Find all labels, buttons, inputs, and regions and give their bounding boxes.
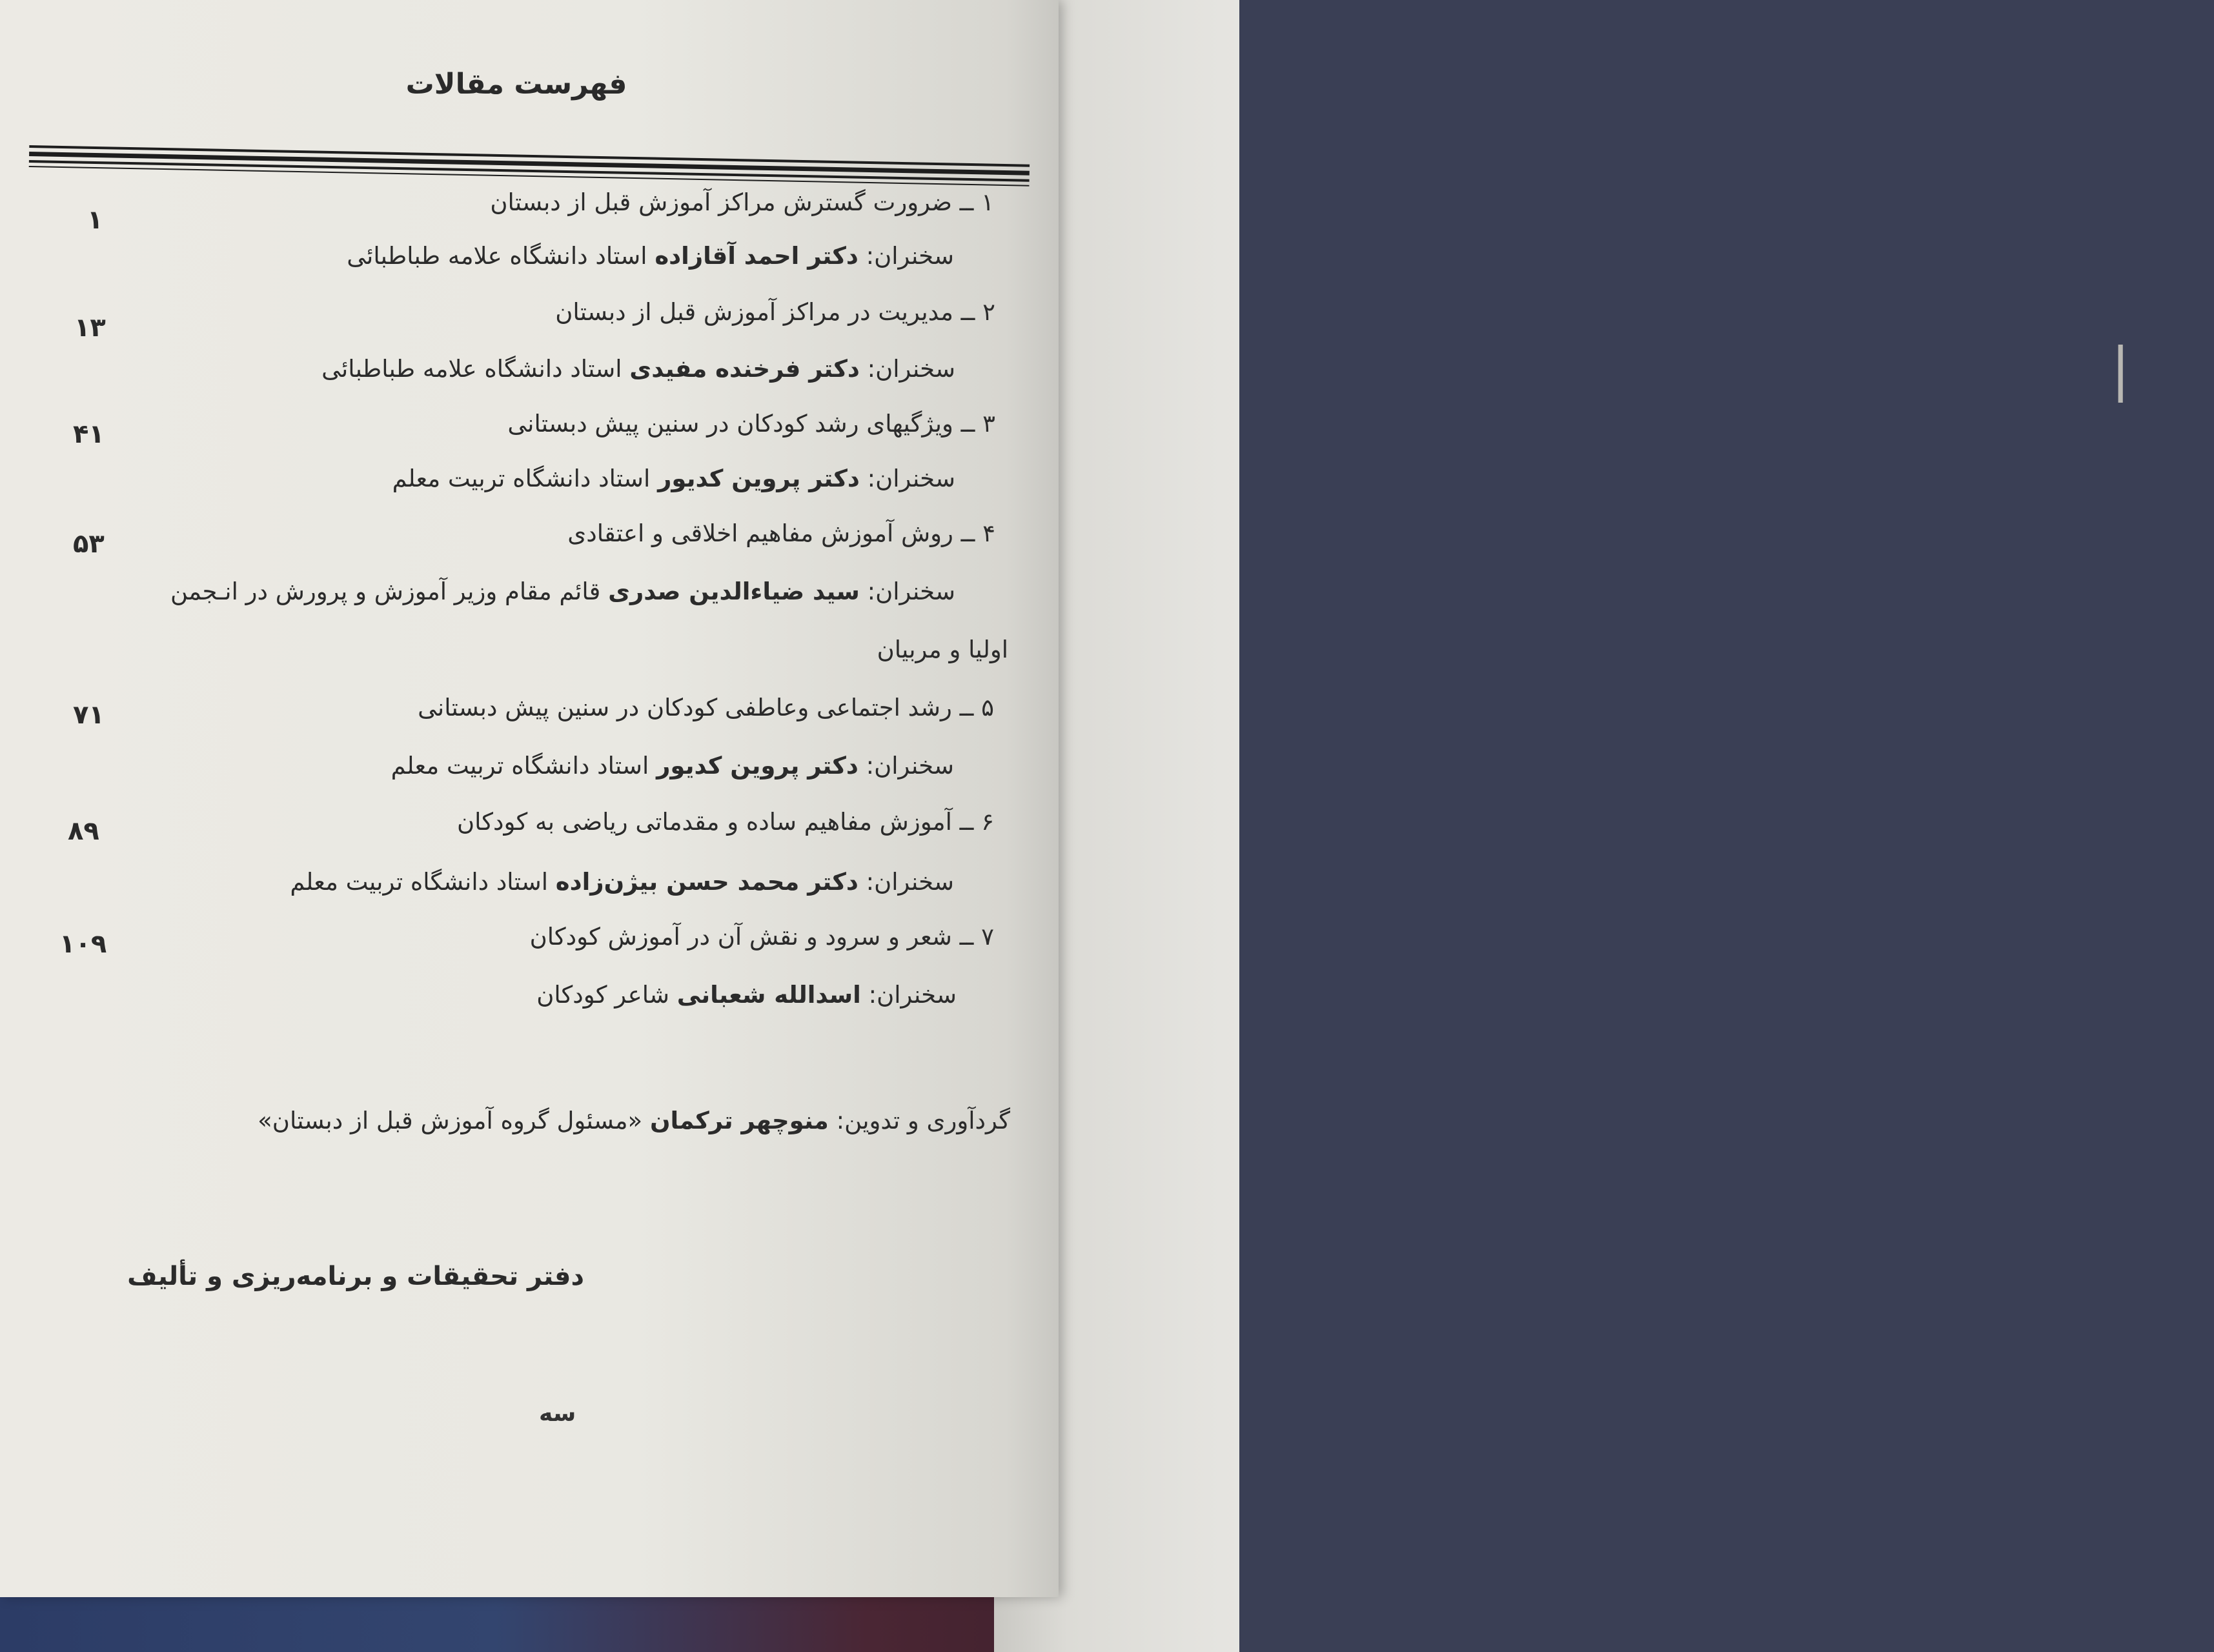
toc-page-number: ۱۰۹ <box>59 929 107 959</box>
book-page <box>0 0 1059 1597</box>
speaker-name: دکتر پروین کدیور <box>656 752 858 780</box>
toc-page-number: ۷۱ <box>73 700 105 730</box>
publisher-office: دفتر تحقیقات و برنامه‌ریزی و تألیف <box>127 1262 584 1291</box>
toc-entry-speaker <box>536 981 957 1009</box>
toc-entry-title: ۶ ــ آموزش مفاهیم ساده و مقدماتی ریاضی به کودکان <box>456 808 994 836</box>
toc-entry-speaker <box>391 752 954 780</box>
speaker-role: شاعر کودکان <box>536 981 670 1009</box>
compiler-name: منوچهر ترکمان <box>649 1107 829 1134</box>
speaker-name: دکتر احمد آقازاده <box>655 242 858 270</box>
toc-entry-speaker <box>321 355 955 383</box>
speaker-role: استاد دانشگاه تربیت معلم <box>392 465 651 492</box>
compiler-label: گردآوری و تدوین: <box>836 1107 1010 1134</box>
speaker-label: سخنران: <box>867 578 955 605</box>
speaker-name: سید ضیاءالدین صدری <box>608 578 860 605</box>
toc-entry-title: ۱ ــ ضرورت گسترش مراکز آموزش قبل از دبستان <box>490 188 994 216</box>
speaker-role: استاد دانشگاه علامه طباطبائی <box>347 242 647 270</box>
speaker-role: قائم مقام وزیر آموزش و پرورش در انـجمن <box>170 578 601 605</box>
toc-entry-title: ۷ ــ شعر و سرود و نقش آن در آموزش کودکان <box>529 923 994 951</box>
speaker-role: استاد دانشگاه تربیت معلم <box>290 868 549 896</box>
pencil-scribble: | <box>2111 336 2131 403</box>
toc-page-number: ۴۱ <box>73 419 105 449</box>
speaker-name: دکتر محمد حسن بیژن‌زاده <box>555 868 858 896</box>
toc-entry-title: ۲ ــ مدیریت در مراکز آموزش قبل از دبستان <box>555 298 995 326</box>
toc-page-number: ۱۳ <box>74 313 106 343</box>
speaker-name: اسدالله شعبانی <box>676 981 861 1009</box>
toc-entry-speaker <box>290 868 954 896</box>
speaker-role-continued: اولیا و مربیان <box>877 636 1008 663</box>
speaker-label: سخنران: <box>866 868 954 896</box>
toc-entry-speaker <box>347 242 954 270</box>
toc-page-number: ۱ <box>87 205 103 235</box>
toc-entry-speaker <box>392 465 955 492</box>
toc-page-number: ۵۳ <box>73 529 105 559</box>
speaker-role: استاد دانشگاه علامه طباطبائی <box>321 355 622 383</box>
toc-entry-title: ۴ ــ روش آموزش مفاهیم اخلاقی و اعتقادی <box>567 519 995 547</box>
page-title: فهرست مقالات <box>405 68 627 101</box>
speaker-role: استاد دانشگاه تربیت معلم <box>391 752 649 780</box>
header-rule <box>29 145 1030 189</box>
speaker-label: سخنران: <box>866 242 954 270</box>
speaker-name: دکتر پروین کدیور <box>658 465 860 492</box>
page-folio: سه <box>539 1400 576 1427</box>
speaker-label: سخنران: <box>867 355 955 383</box>
speaker-label: سخنران: <box>868 981 957 1009</box>
toc-entry-title: ۵ ــ رشد اجتماعی وعاطفی کودکان در سنین پیش دبستانی <box>418 694 994 721</box>
toc-entry-title: ۳ ــ ویژگیهای رشد کودکان در سنین پیش دبستانی <box>507 410 995 438</box>
compiler-credit <box>258 1107 1010 1134</box>
toc-entry-speaker <box>170 578 955 605</box>
speaker-label: سخنران: <box>866 752 954 780</box>
compiler-role: «مسئول گروه آموزش قبل از دبستان» <box>258 1107 643 1134</box>
speaker-label: سخنران: <box>867 465 955 492</box>
speaker-name: دکتر فرخنده مفیدی <box>629 355 860 383</box>
toc-page-number: ۸۹ <box>68 816 99 846</box>
